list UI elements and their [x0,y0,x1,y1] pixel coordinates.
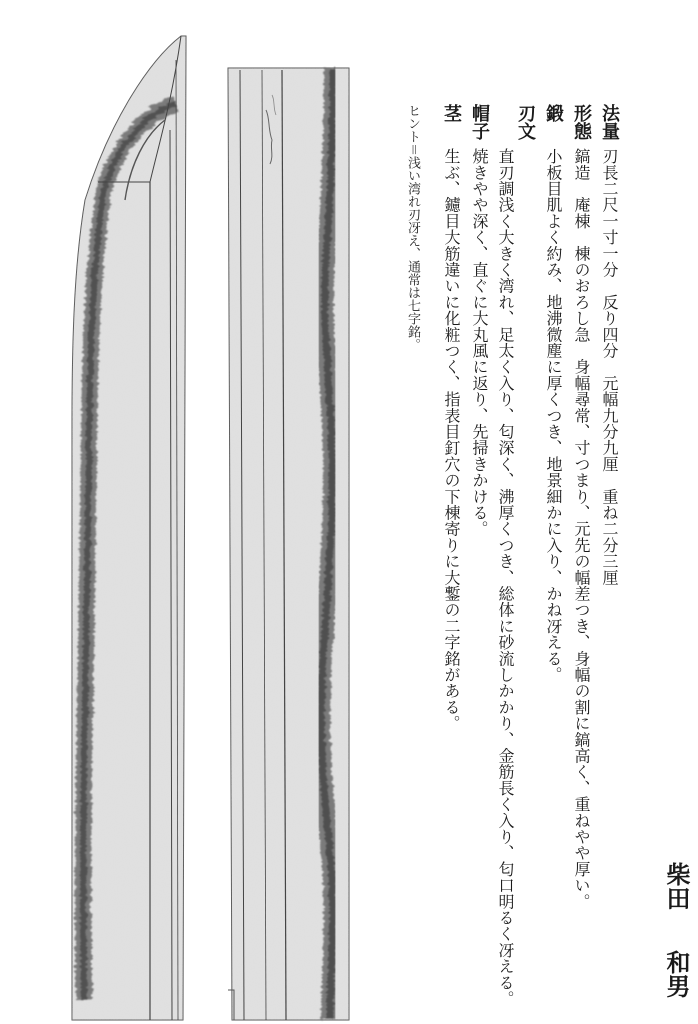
label-kitae: 鍛 [543,104,564,122]
text-keitai: 鎬造 庵棟 棟のおろし急 身幅尋常、寸つまり、元先の幅差つき、身幅の割に鎬高く、重ねやや厚い。 [572,148,591,910]
label-houryou: 法量 [599,104,620,140]
text-kitae: 小板目肌よく約み、地沸微塵に厚くつき、地景細かに入り、かね冴える。 [544,148,563,683]
hint-note: ヒント＝浅い湾れ刃冴え、通常は七字銘。 [405,104,420,351]
author-name [664,862,688,998]
text-nakago: 生ぶ、鑢目大筋違いに化粧つく、指表目釘穴の下棟寄りに大鏨の二字銘がある。 [442,148,461,732]
text-hamon: 直刃調浅く大きく湾れ、足太く入り、匂深く、沸厚くつき、総体に砂流しかかり、金筋長く入り、匂口明るく冴える。 [496,148,515,1007]
label-hamon: 刃文 [515,104,536,140]
author-given-name: 和男 [662,950,690,998]
label-nakago: 茎 [441,104,462,122]
blade-tip-section [72,36,186,1020]
label-boshi: 帽子 [469,104,490,140]
blade-body-section [228,68,349,1020]
author-surname: 柴田 [662,862,690,910]
text-houryou: 刃長二尺一寸一分 反り四分 元幅九分九厘 重ね二分三厘 [600,148,619,586]
label-keitai: 形態 [571,104,592,140]
text-boshi: 焼きやや深く、直ぐに大丸風に返り、先掃きかける。 [470,148,489,537]
